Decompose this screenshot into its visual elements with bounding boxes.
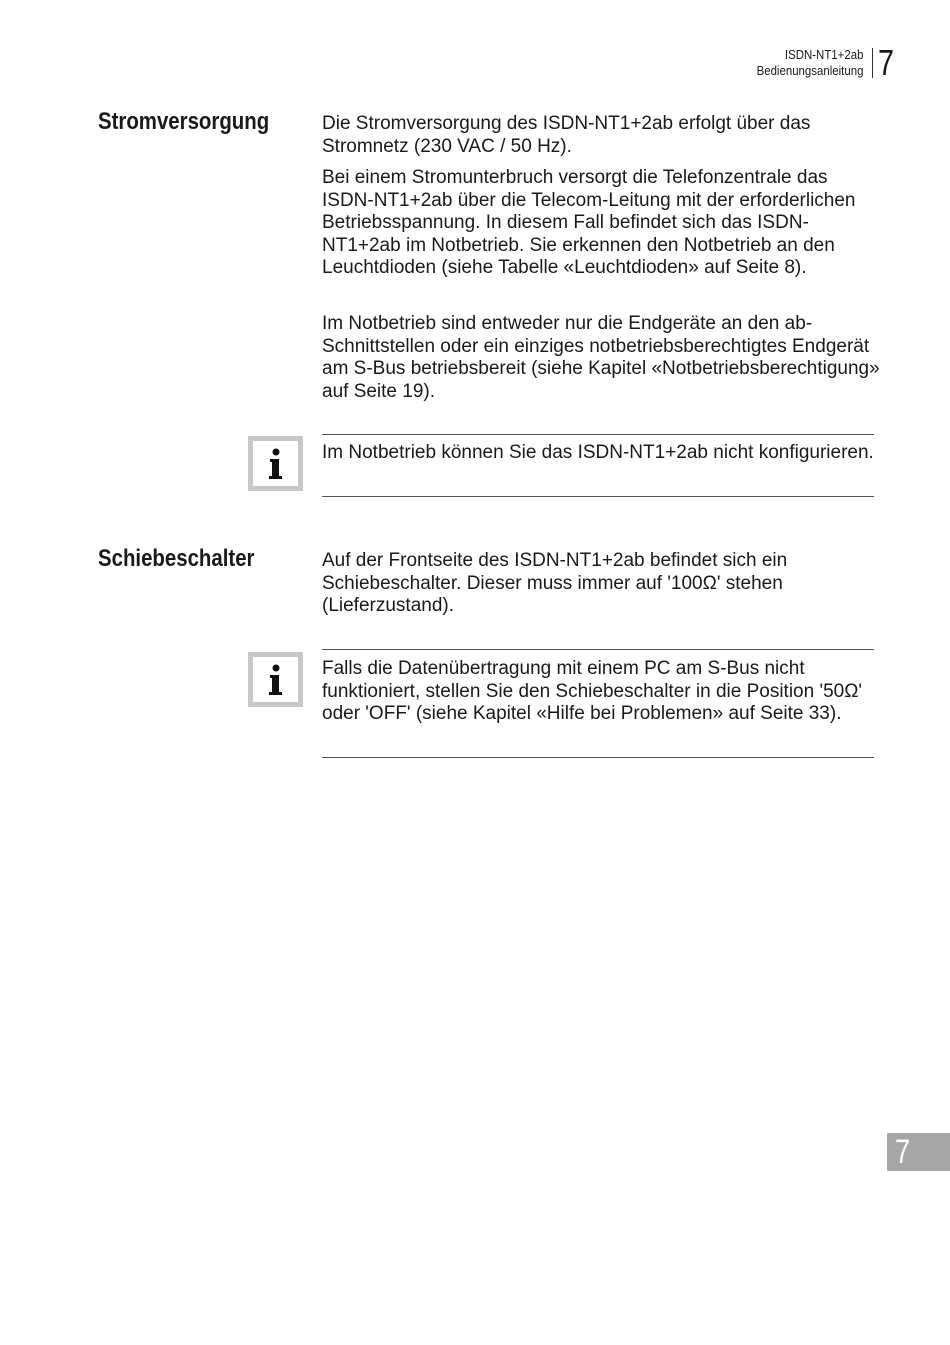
power-note: Im Notbetrieb können Sie das ISDN-NT1+2ab nicht konfigurieren.	[322, 442, 874, 463]
power-paragraph-1: Die Stromversorgung des ISDN-NT1+2ab erfolgt über das Stromnetz (230 VAC / 50 Hz).	[322, 113, 811, 157]
info-icon	[248, 436, 303, 491]
power-paragraph-2: Bei einem Stromunterbruch versorgt die Telefonzentrale das ISDN-NT1+2ab über die Telecom-Leitung mit der erforderlichen Betriebsspannung. In diesem Fall befindet sich das ISDN-NT1+2ab im Notbetrieb. Sie erkennen den Notbetrieb an den Leuchtdioden (siehe Tabelle «Leuchtdioden» auf Seite 8).	[322, 167, 856, 278]
chapter-thumb-tab	[887, 1133, 950, 1171]
info-icon	[248, 652, 303, 707]
note-rule-top	[322, 649, 874, 650]
section-title-power: Stromversorgung	[98, 108, 270, 135]
header-divider	[872, 48, 873, 78]
note-rule-bottom	[322, 757, 874, 758]
header-doc-type: Bedienungsanleitung	[756, 63, 863, 78]
note-rule-top	[322, 434, 874, 435]
running-header	[756, 47, 863, 79]
note-rule-bottom	[322, 496, 874, 497]
section-title-switch: Schiebeschalter	[98, 545, 255, 572]
header-product: ISDN-NT1+2ab	[784, 47, 863, 62]
switch-paragraph-1: Auf der Frontseite des ISDN-NT1+2ab befindet sich ein Schiebeschalter. Dieser muss immer auf '100Ω' stehen (Lieferzustand).	[322, 550, 788, 616]
switch-note: Falls die Datenübertragung mit einem PC am S-Bus nicht funktioniert, stellen Sie den Schiebeschalter in die Position '50Ω' oder 'OFF' (siehe Kapitel «Hilfe bei Problemen» auf Seite 33).	[322, 658, 863, 724]
thumb-tab-number: 7	[895, 1133, 911, 1171]
header-chapter-number: 7	[878, 42, 895, 83]
power-paragraph-3: Im Notbetrieb sind entweder nur die Endgeräte an den ab-Schnittstellen oder ein einziges notbetriebsberechtigtes Endgerät am S-Bus betriebsbereit (siehe Kapitel «Notbetriebsberechtigung» auf Seite 19).	[322, 313, 880, 402]
